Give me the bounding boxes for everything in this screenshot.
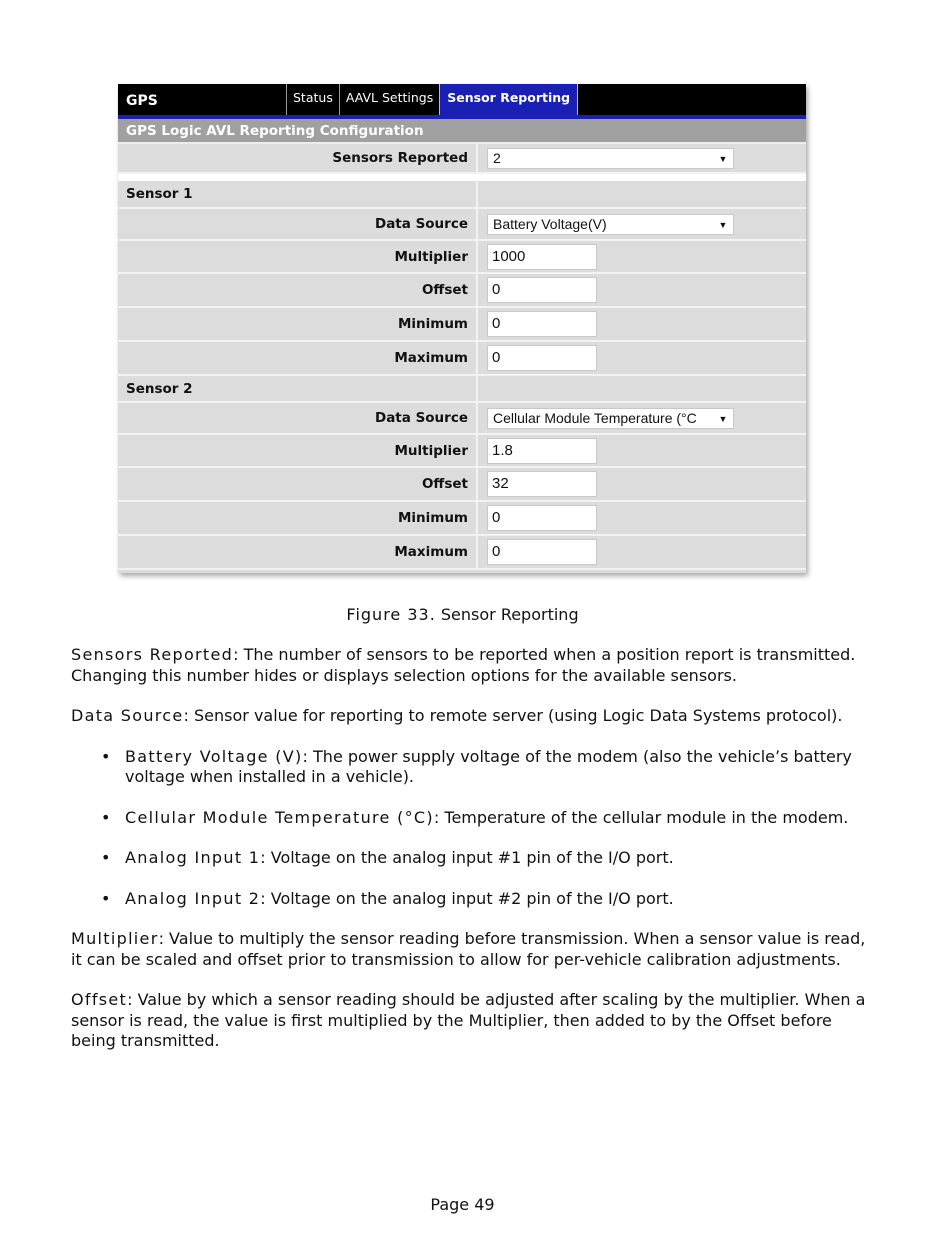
paragraph-multiplier [71,929,871,970]
tab-sensor-reporting[interactable]: Sensor Reporting [439,84,578,115]
definition: : The power supply voltage of the modem (also the vehicle’s battery voltage when installed in a vehicle). [125,746,852,786]
sensor1-multiplier-input[interactable]: 1000 [487,244,597,270]
sensor2-data-source-label: Data Source [118,402,477,434]
sensor2-offset-input[interactable]: 32 [487,471,597,497]
document-body [71,645,871,1072]
definition: : Sensor value for reporting to remote server (using Logic Data Systems protocol). [183,706,843,725]
sensor-reporting-panel [118,84,806,573]
sensor2-heading-row [118,375,806,402]
sensor2-offset-label: Offset [118,467,477,501]
paragraph-sensors-reported [71,645,871,686]
spacer-row [118,173,806,181]
sensor2-heading: Sensor 2 [118,375,477,402]
paragraph-data-source [71,706,871,727]
chevron-down-icon: ▼ [714,215,732,234]
brand-title: GPS [126,93,158,109]
chevron-down-icon: ▼ [714,149,732,168]
list-item [125,747,871,788]
sensor2-minimum-input[interactable]: 0 [487,505,597,531]
tab-aavl-settings[interactable]: AAVL Settings [339,84,439,115]
sensor1-data-source-select[interactable]: Battery Voltage(V) ▼ [487,214,734,235]
row-sensor2-offset [118,467,806,501]
figure-caption [0,605,925,624]
sensor1-maximum-input[interactable]: 0 [487,345,597,371]
row-sensors-reported [118,144,806,173]
sensor1-multiplier-label: Multiplier [118,240,477,273]
tab-bar [286,84,578,115]
term: Analog Input 1 [125,848,261,867]
row-sensor1-data-source [118,208,806,240]
tab-status[interactable]: Status [286,84,339,115]
paragraph-offset [71,990,871,1052]
sensor1-offset-label: Offset [118,273,477,307]
row-sensor2-multiplier [118,434,806,467]
row-sensor2-maximum [118,535,806,569]
definition: : Value to multiply the sensor reading before transmission. When a sensor value is read, it can be scaled and offset prior to transmission to allow for per-vehicle calibration adjustments. [71,929,866,969]
sensor2-data-source-select[interactable]: Cellular Module Temperature (°C ▼ [487,408,734,429]
sensor1-offset-input[interactable]: 0 [487,277,597,303]
list-item [125,889,871,910]
term: Analog Input 2 [125,888,261,908]
sensor2-maximum-input[interactable]: 0 [487,539,597,565]
definition: : Voltage on the analog input #1 pin of the I/O port. [260,848,674,867]
figure-title: Sensor Reporting [435,605,579,624]
term: Multiplier [71,929,159,948]
sensor1-data-source-label: Data Source [118,208,477,240]
section-title: GPS Logic AVL Reporting Configuration [118,119,806,144]
definition: : Temperature of the cellular module in the modem. [433,807,849,827]
row-sensor1-minimum [118,307,806,341]
chevron-down-icon: ▼ [714,409,732,428]
definition: : The number of sensors to be reported when a position report is transmitted. Changing this number hides or displays selection options for the available sensors. [71,645,856,685]
config-form [118,144,806,570]
sensor1-maximum-label: Maximum [118,341,477,375]
term: Battery Voltage (V) [125,746,303,766]
data-source-list [71,747,871,910]
top-nav-bar [118,84,806,119]
term: Offset [71,990,128,1009]
sensor1-minimum-input[interactable]: 0 [487,311,597,337]
row-sensor1-multiplier [118,240,806,273]
sensors-reported-label: Sensors Reported [118,144,477,173]
sensor1-heading: Sensor 1 [118,181,477,208]
sensor2-multiplier-label: Multiplier [118,434,477,467]
page-number: Page 49 [430,1195,495,1214]
definition: : Voltage on the analog input #2 pin of the I/O port. [260,888,674,908]
term: Cellular Module Temperature (°C) [125,807,434,827]
list-item [125,808,871,829]
term: Sensors Reported [71,645,234,664]
sensor2-maximum-label: Maximum [118,535,477,569]
sensor1-heading-row [118,181,806,208]
row-sensor1-offset [118,273,806,307]
sensors-reported-select[interactable]: 2 ▼ [487,148,734,169]
row-sensor1-maximum [118,341,806,375]
figure-label: Figure 33. [346,605,436,624]
term: Data Source [71,706,184,725]
sensor2-multiplier-input[interactable]: 1.8 [487,438,597,464]
row-sensor2-data-source [118,402,806,434]
row-sensor2-minimum [118,501,806,535]
sensor1-minimum-label: Minimum [118,307,477,341]
sensor2-minimum-label: Minimum [118,501,477,535]
list-item [125,848,871,869]
definition: : Value by which a sensor reading should be adjusted after scaling by the multiplier. When a sensor is read, the value is first multiplied by the Multiplier, then added to by the Offset before being transmitted. [71,990,866,1050]
